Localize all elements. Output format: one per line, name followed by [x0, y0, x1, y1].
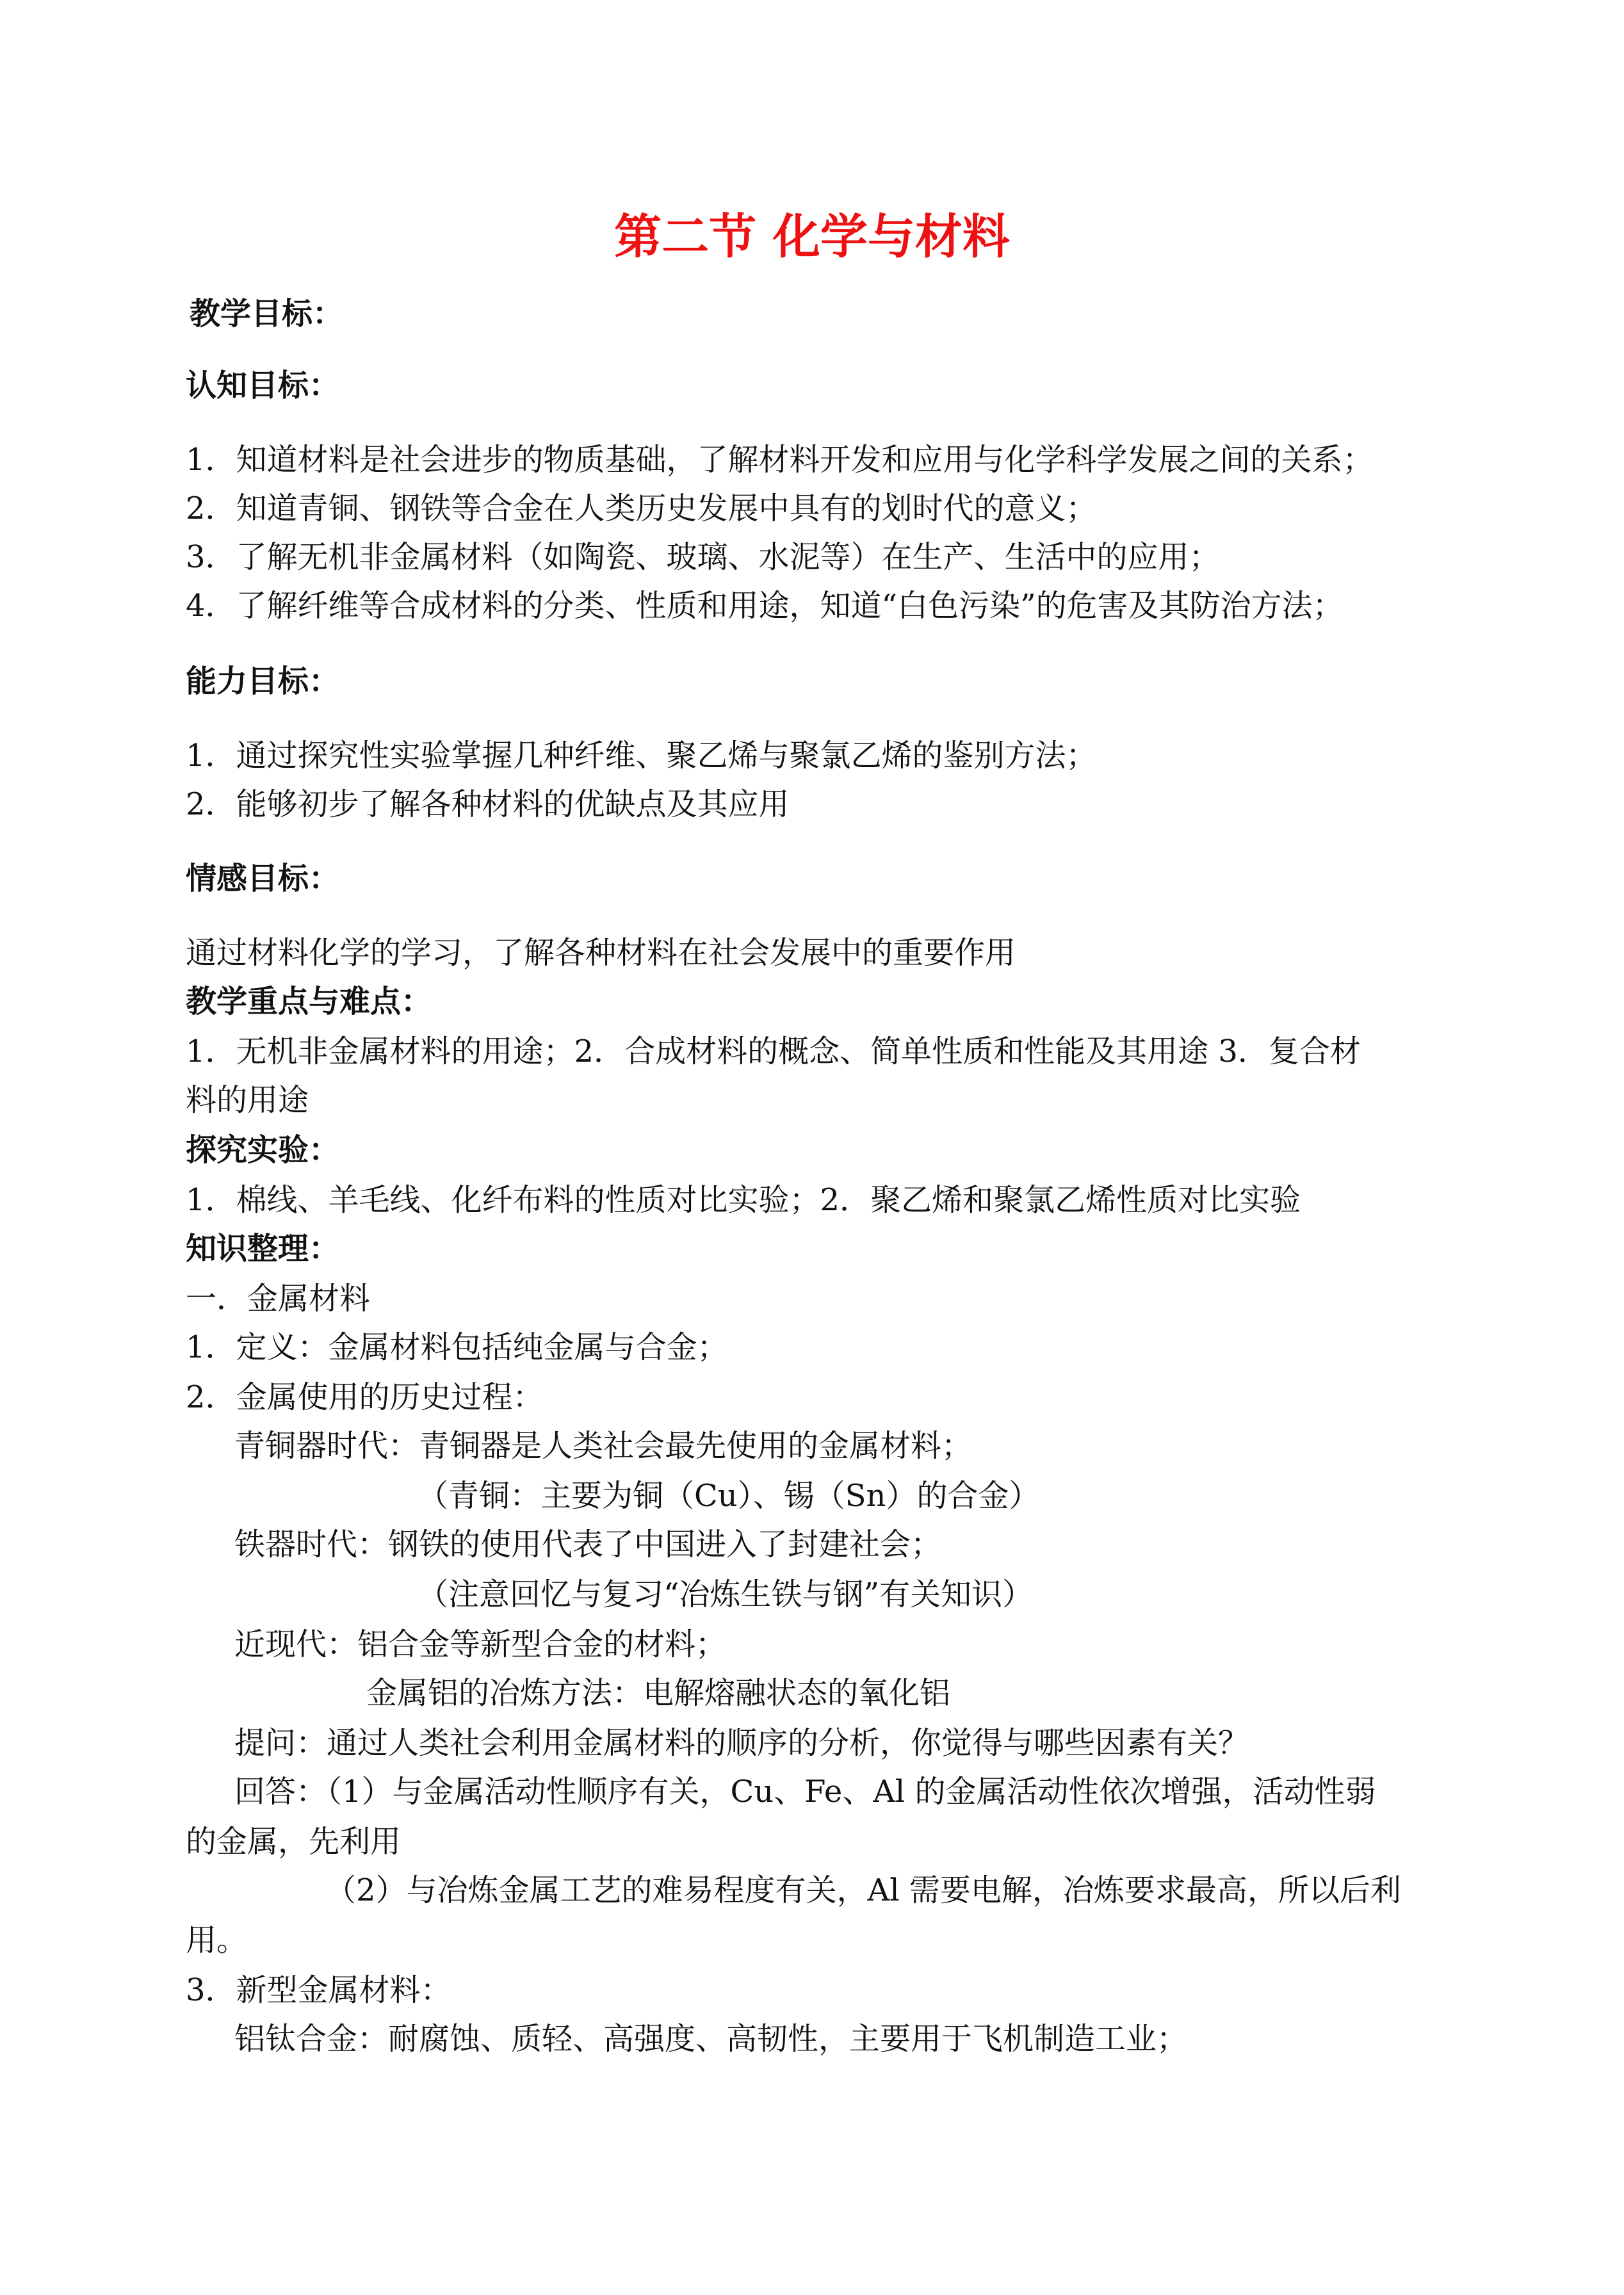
- ability-item: 1．通过探究性实验掌握几种纤维、聚乙烯与聚氯乙烯的鉴别方法；: [186, 738, 1097, 774]
- key-points-text: 1．无机非金属材料的用途；2．合成材料的概念、简单性质和性能及其用途 3．复合材: [186, 1034, 1361, 1069]
- document-title: 第二节 化学与材料: [614, 209, 1010, 264]
- teaching-goals-heading: 教学目标：: [190, 296, 344, 332]
- emotion-goals-text: 通过材料化学的学习，了解各种材料在社会发展中的重要作用: [186, 935, 1016, 971]
- history-heading: 2．金属使用的历史过程：: [186, 1379, 544, 1415]
- answer-line: 回答：（1）与金属活动性顺序有关，Cu、Fe、Al 的金属活动性依次增强，活动性弱: [234, 1774, 1376, 1810]
- bronze-age-line: 青铜器时代：青铜器是人类社会最先使用的金属材料；: [234, 1428, 973, 1464]
- iron-note: （注意回忆与复习“冶炼生铁与钢”有关知识）: [418, 1577, 1034, 1612]
- cognitive-item: 3．了解无机非金属材料（如陶瓷、玻璃、水泥等）在生产、生活中的应用；: [186, 539, 1220, 575]
- cognitive-item: 2．知道青铜、钢铁等合金在人类历史发展中具有的划时代的意义；: [186, 491, 1097, 526]
- cognitive-goals-heading: 认知目标：: [186, 368, 340, 403]
- ability-item: 2．能够初步了解各种材料的优缺点及其应用: [186, 786, 790, 822]
- cognitive-item: 4．了解纤维等合成材料的分类、性质和用途，知道“白色污染”的危害及其防治方法；: [186, 588, 1344, 624]
- new-materials-heading: 3．新型金属材料：: [186, 1972, 451, 2008]
- experiments-heading: 探究实验：: [186, 1132, 340, 1168]
- modern-era-line: 近现代：铝合金等新型合金的材料；: [234, 1626, 727, 1662]
- key-points-heading: 教学重点与难点：: [186, 984, 432, 1019]
- cognitive-item: 1．知道材料是社会进步的物质基础，了解材料开发和应用与化学科学发展之间的关系；: [186, 442, 1374, 478]
- bronze-note: （青铜：主要为铜（Cu）、锡（Sn）的合金）: [418, 1478, 1040, 1514]
- ability-goals-heading: 能力目标：: [186, 663, 340, 699]
- knowledge-heading: 知识整理：: [186, 1231, 340, 1267]
- metal-materials-section: 一．金属材料: [186, 1281, 371, 1317]
- key-points-text-continued: 料的用途: [186, 1082, 309, 1118]
- question-line: 提问：通过人类社会利用金属材料的顺序的分析，你觉得与哪些因素有关？: [234, 1725, 1249, 1761]
- definition-line: 1．定义：金属材料包括纯金属与合金；: [186, 1329, 728, 1365]
- aluminum-smelting-note: 金属铝的冶炼方法：电解熔融状态的氧化铝: [366, 1675, 951, 1711]
- experiments-text: 1．棉线、羊毛线、化纤布料的性质对比实验；2．聚乙烯和聚氯乙烯性质对比实验: [186, 1182, 1301, 1218]
- emotion-goals-heading: 情感目标：: [186, 861, 340, 896]
- answer-line-continued: 的金属，先利用: [186, 1824, 402, 1860]
- al-ti-alloy-line: 铝钛合金：耐腐蚀、质轻、高强度、高韧性，主要用于飞机制造工业；: [234, 2021, 1188, 2057]
- answer-line: （2）与冶炼金属工艺的难易程度有关，Al 需要电解，冶炼要求最高，所以后利: [325, 1872, 1401, 1908]
- iron-age-line: 铁器时代：钢铁的使用代表了中国进入了封建社会；: [234, 1527, 942, 1562]
- answer-line-continued: 用。: [186, 1922, 248, 1958]
